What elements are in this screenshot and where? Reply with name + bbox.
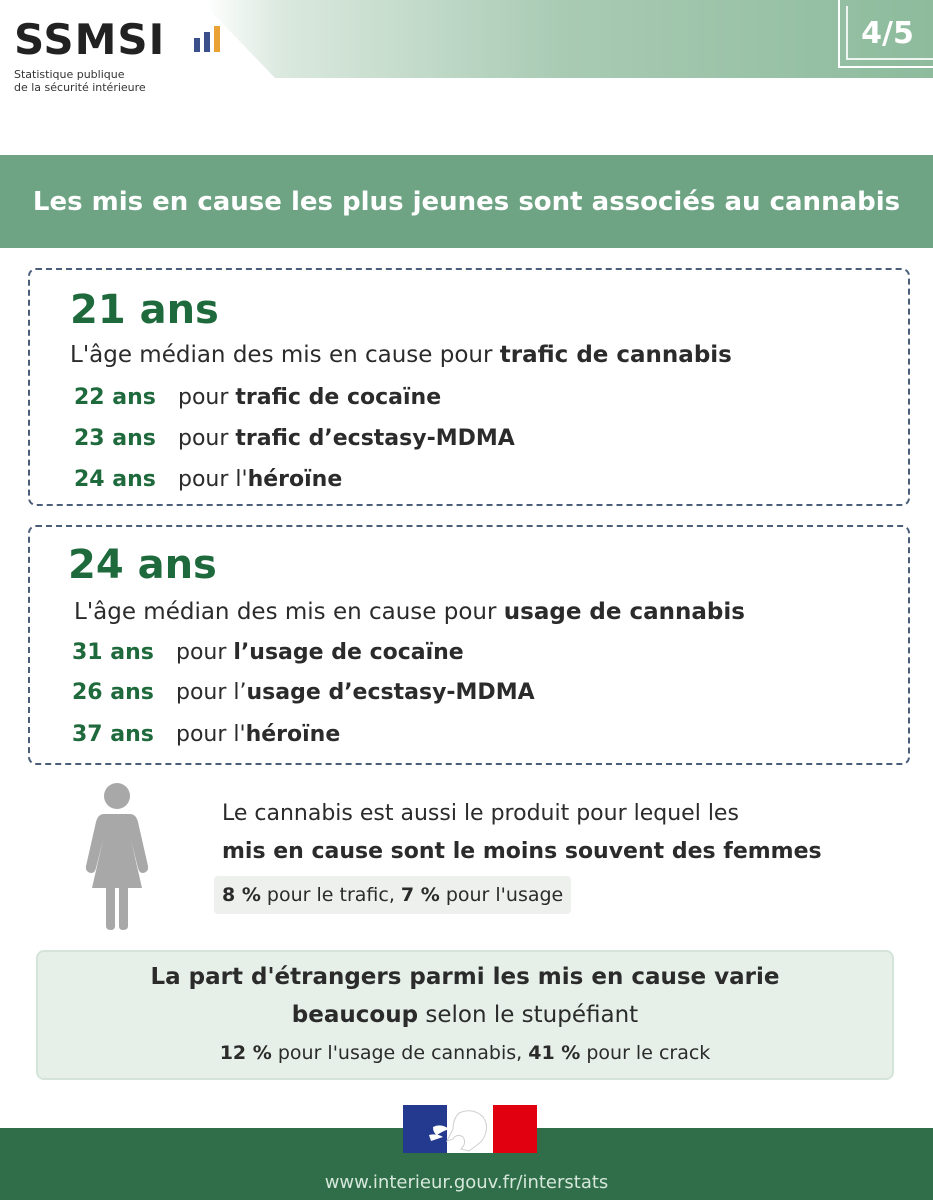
- foreigners-line2-bold: beaucoup: [291, 1002, 419, 1028]
- women-stat2-value: 7 %: [400, 884, 440, 906]
- logo-subtitle-line2: de la sécurité intérieure: [14, 81, 146, 94]
- foreigners-stats: [38, 1042, 892, 1064]
- usage-lead: [74, 599, 745, 625]
- foreigners-line1: La part d'étrangers parmi les mis en cause varie: [150, 964, 780, 990]
- trafic-lead: [70, 342, 732, 368]
- trafic-row: [74, 467, 342, 492]
- trafic-row-prefix: pour: [178, 426, 236, 451]
- marianne-flag-icon: [403, 1105, 537, 1153]
- foreigners-box: [36, 950, 894, 1080]
- trafic-row: [74, 385, 441, 410]
- foreigners-stat2-text: pour le crack: [580, 1042, 711, 1064]
- trafic-lead-bold: trafic de cannabis: [499, 342, 732, 368]
- usage-row: [72, 680, 535, 705]
- trafic-row-age: 22 ans: [74, 385, 156, 410]
- women-line1: Le cannabis est aussi le produit pour lequel les: [222, 801, 739, 826]
- trafic-row-prefix: pour l': [178, 467, 248, 492]
- trafic-headline-age: 21 ans: [70, 287, 219, 333]
- usage-headline-age: 24 ans: [68, 542, 217, 588]
- usage-row-prefix: pour l’: [176, 680, 247, 705]
- women-line2: mis en cause sont le moins souvent des femmes: [222, 839, 822, 864]
- trafic-row-age: 24 ans: [74, 467, 156, 492]
- ssmsi-logo: [14, 15, 166, 94]
- usage-row-age: 26 ans: [72, 680, 154, 705]
- bar-chart-logo-icon: [192, 24, 238, 52]
- page-indicator-text: 4/5: [861, 15, 914, 51]
- foreigners-stat2-value: 41 %: [528, 1042, 581, 1064]
- usage-row-bold: l’usage de cocaïne: [233, 640, 464, 665]
- women-stat1-value: 8 %: [222, 884, 261, 906]
- usage-row-bold: héroïne: [245, 722, 341, 747]
- trafic-lead-prefix: L'âge médian des mis en cause pour: [70, 342, 500, 368]
- usage-row-prefix: pour l': [176, 722, 246, 747]
- usage-row-age: 37 ans: [72, 722, 154, 747]
- woman-icon: [82, 780, 152, 930]
- logo-subtitle-line1: Statistique publique: [14, 68, 125, 81]
- trafic-row-prefix: pour: [178, 385, 236, 410]
- usage-row: [72, 640, 464, 665]
- usage-row-bold: usage d’ecstasy-MDMA: [246, 680, 535, 705]
- women-stat-pill: [214, 876, 571, 914]
- trafic-age-box: [28, 268, 910, 506]
- trafic-row-age: 23 ans: [74, 426, 156, 451]
- foreigners-stat1-value: 12 %: [219, 1042, 272, 1064]
- trafic-row-bold: héroïne: [247, 467, 343, 492]
- foreigners-line2-text: selon le stupéfiant: [418, 1002, 639, 1028]
- usage-lead-prefix: L'âge médian des mis en cause pour: [74, 599, 504, 625]
- page-indicator: [838, 0, 933, 68]
- logo-word: SSMSI: [14, 15, 166, 64]
- usage-row: [72, 722, 340, 747]
- usage-row-age: 31 ans: [72, 640, 154, 665]
- foreigners-stat1-text: pour l'usage de cannabis,: [271, 1042, 529, 1064]
- logo-subtitle: [14, 68, 165, 94]
- usage-lead-bold: usage de cannabis: [503, 599, 745, 625]
- women-stat1-text: pour le trafic,: [260, 884, 401, 906]
- footer-url[interactable]: www.interieur.gouv.fr/interstats: [324, 1172, 609, 1193]
- title-banner: [0, 155, 933, 248]
- trafic-row-bold: trafic de cocaïne: [235, 385, 442, 410]
- foreigners-line2: [38, 1002, 892, 1028]
- trafic-row: [74, 426, 515, 451]
- women-text: [222, 795, 822, 871]
- women-stat2-text: pour l'usage: [439, 884, 564, 906]
- usage-row-prefix: pour: [176, 640, 234, 665]
- usage-age-box: [28, 525, 910, 765]
- trafic-row-bold: trafic d’ecstasy-MDMA: [235, 426, 515, 451]
- page-title: Les mis en cause les plus jeunes sont associés au cannabis: [32, 186, 901, 217]
